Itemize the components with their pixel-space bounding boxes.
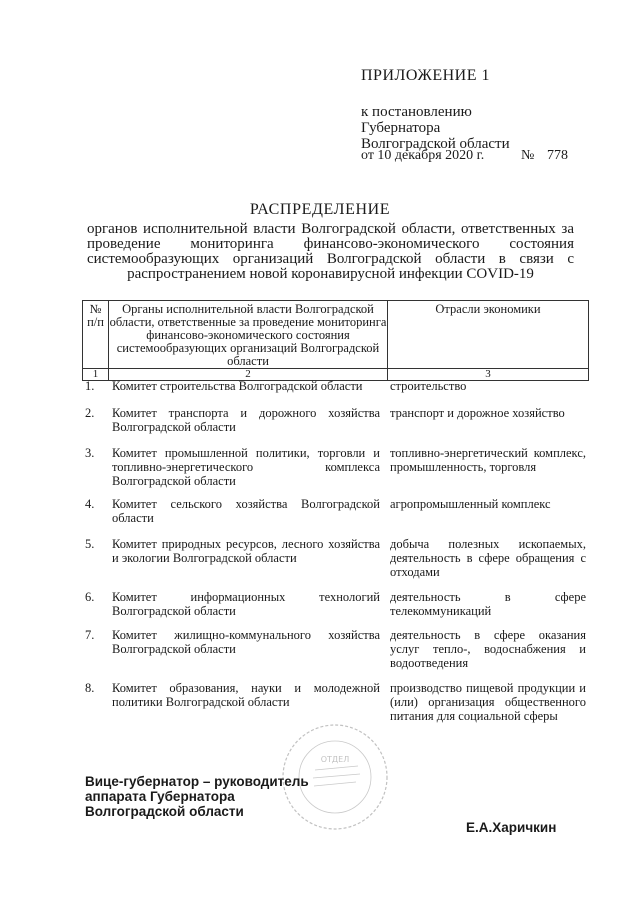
- index-cell: 2: [109, 369, 388, 381]
- header-num: № п/п: [83, 301, 109, 369]
- row-sector: деятельность в сфере телекоммуникаций: [390, 590, 586, 618]
- row-organization: Комитет информационных технологий Волгоградской области: [112, 590, 380, 618]
- row-number: 6.: [85, 590, 95, 604]
- appendix-header: [361, 68, 510, 152]
- distribution-table: [82, 300, 589, 381]
- appendix-line: Волгоградской области: [361, 136, 510, 152]
- row-number: 7.: [85, 628, 95, 642]
- row-number: 1.: [85, 379, 95, 393]
- header-org: Органы исполнительной власти Волгоградской области, ответственные за проведение мониторинга финансово-экономического состояния системообразующих организаций Волгоградской области: [109, 302, 387, 368]
- decree-date-line: [361, 148, 568, 164]
- signatory-name: Е.А.Харичкин: [466, 820, 557, 835]
- row-number: 4.: [85, 497, 95, 511]
- row-number: 8.: [85, 681, 95, 695]
- index-cell: 3: [388, 369, 589, 381]
- row-sector: агропромышленный комплекс: [390, 497, 551, 511]
- row-organization: Комитет транспорта и дорожного хозяйства Волгоградской области: [112, 406, 380, 434]
- row-organization: Комитет строительства Волгоградской области: [112, 379, 363, 393]
- header-sector: Отрасли экономики: [388, 301, 589, 369]
- row-organization: Комитет промышленной политики, торговли и топливно-энергетического комплекса Волгоградской области: [112, 446, 380, 488]
- row-sector: производство пищевой продукции и (или) организация общественного питания для социальной сферы: [390, 681, 586, 723]
- row-number: 2.: [85, 406, 95, 420]
- row-sector: строительство: [390, 379, 467, 393]
- row-organization: Комитет жилищно-коммунального хозяйства Волгоградской области: [112, 628, 380, 656]
- stamp-text: ОТДЕЛ: [320, 755, 350, 764]
- decree-date: от 10 декабря 2020 г.: [361, 148, 485, 163]
- appendix-line: Губернатора: [361, 120, 441, 136]
- document-subtitle: органов исполнительной власти Волгоградской области, ответственных за проведение мониторинга финансово-экономического состояния системообразующих организаций Волгоградской области в связи с распространением новой коронавирусной инфекции COVID-19: [87, 221, 574, 282]
- index-cell: 1: [83, 369, 109, 381]
- table-header-row: [83, 301, 589, 369]
- row-number: 5.: [85, 537, 95, 551]
- row-organization: Комитет образования, науки и молодежной политики Волгоградской области: [112, 681, 380, 709]
- position-line: Волгоградской области: [85, 804, 244, 819]
- position-line: Вице-губернатор – руководитель: [85, 774, 309, 789]
- row-sector: добыча полезных ископаемых, деятельность в сфере обращения с отходами: [390, 537, 586, 579]
- row-sector: транспорт и дорожное хозяйство: [390, 406, 565, 420]
- document-title: РАСПРЕДЕЛЕНИЕ: [249, 201, 391, 218]
- row-organization: Комитет сельского хозяйства Волгоградской области: [112, 497, 380, 525]
- appendix-line: к постановлению: [361, 104, 472, 120]
- row-organization: Комитет природных ресурсов, лесного хозяйства и экологии Волгоградской области: [112, 537, 380, 565]
- row-number: 3.: [85, 446, 95, 460]
- signatory-position: [85, 774, 309, 819]
- position-line: аппарата Губернатора: [85, 789, 235, 804]
- row-sector: топливно-энергетический комплекс, промышленность, торговля: [390, 446, 586, 474]
- decree-number: 778: [547, 148, 568, 163]
- decree-number-label: №: [521, 148, 535, 163]
- row-sector: деятельность в сфере оказания услуг тепло-, водоснабжения и водоотведения: [390, 628, 586, 670]
- appendix-title: ПРИЛОЖЕНИЕ 1: [361, 67, 491, 84]
